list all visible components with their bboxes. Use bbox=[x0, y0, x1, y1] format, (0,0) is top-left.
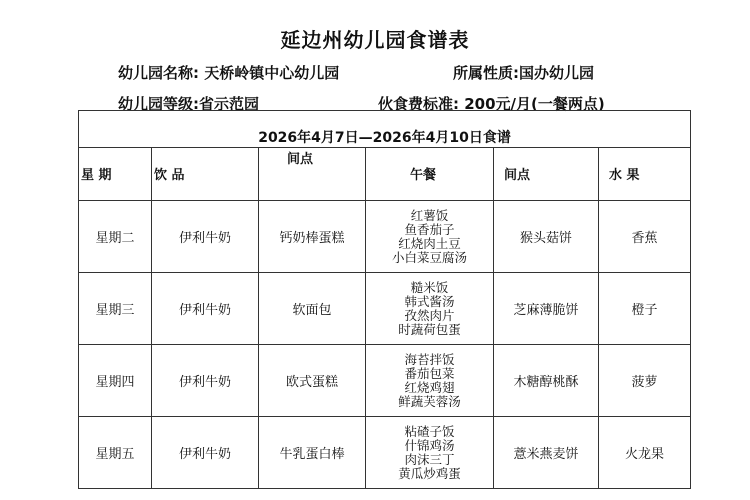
cell-fruit: 橙子 bbox=[599, 273, 691, 345]
lunch-item: 孜然肉片 bbox=[404, 307, 455, 323]
lunch-item: 肉沫三丁 bbox=[404, 451, 455, 467]
lunch-item: 时蔬荷包蛋 bbox=[398, 321, 461, 337]
header-lunch: 午餐 bbox=[366, 148, 494, 201]
table-row bbox=[79, 273, 691, 345]
header-morning-snack: 间点 bbox=[259, 148, 366, 201]
cell-lunch bbox=[366, 417, 494, 489]
cell-afternoon-snack: 猴头菇饼 bbox=[494, 201, 599, 273]
week-label-row bbox=[79, 111, 691, 148]
cell-afternoon-snack: 芝麻薄脆饼 bbox=[494, 273, 599, 345]
table-row bbox=[79, 417, 691, 489]
table-row bbox=[79, 345, 691, 417]
menu-table bbox=[78, 110, 691, 489]
lunch-item: 粘碴子饭 bbox=[404, 423, 455, 439]
lunch-item: 韩式酱汤 bbox=[404, 293, 455, 309]
kindergarten-nature: 所属性质:国办幼儿园 bbox=[453, 64, 594, 82]
lunch-item: 糙米饭 bbox=[410, 279, 449, 295]
lunch-item: 小白菜豆腐汤 bbox=[391, 249, 467, 265]
header-afternoon-snack: 间点 bbox=[494, 148, 599, 201]
cell-weekday: 星期三 bbox=[79, 273, 152, 345]
lunch-item: 鱼香茄子 bbox=[404, 221, 455, 237]
cell-weekday: 星期五 bbox=[79, 417, 152, 489]
lunch-item: 红薯饭 bbox=[410, 207, 449, 223]
cell-morning-snack: 牛乳蛋白棒 bbox=[259, 417, 366, 489]
cell-drink: 伊利牛奶 bbox=[152, 417, 259, 489]
cell-fruit: 菠萝 bbox=[599, 345, 691, 417]
lunch-item: 红烧鸡翅 bbox=[404, 379, 455, 395]
header-drink: 饮 品 bbox=[152, 148, 259, 201]
header-weekday: 星 期 bbox=[79, 148, 152, 201]
cell-afternoon-snack: 木糖醇桃酥 bbox=[494, 345, 599, 417]
kindergarten-level: 幼儿园等级:省示范园 bbox=[118, 95, 259, 113]
table-header-row bbox=[79, 148, 691, 201]
page-title: 延边州幼儿园食谱表 bbox=[280, 28, 470, 52]
kindergarten-name: 幼儿园名称: 天桥岭镇中心幼儿园 bbox=[118, 64, 340, 82]
lunch-item: 番茄包菜 bbox=[404, 365, 455, 381]
cell-afternoon-snack: 薏米燕麦饼 bbox=[494, 417, 599, 489]
table-row bbox=[79, 201, 691, 273]
cell-weekday: 星期四 bbox=[79, 345, 152, 417]
cell-drink: 伊利牛奶 bbox=[152, 201, 259, 273]
cell-lunch bbox=[366, 345, 494, 417]
meal-fee-standard: 伙食费标准: 200元/月(一餐两点) bbox=[378, 95, 605, 113]
cell-lunch bbox=[366, 273, 494, 345]
cell-drink: 伊利牛奶 bbox=[152, 345, 259, 417]
cell-morning-snack: 钙奶棒蛋糕 bbox=[259, 201, 366, 273]
header-fruit: 水 果 bbox=[599, 148, 691, 201]
lunch-item: 红烧肉土豆 bbox=[398, 235, 461, 251]
lunch-item: 海苔拌饭 bbox=[404, 351, 455, 367]
cell-weekday: 星期二 bbox=[79, 201, 152, 273]
cell-morning-snack: 软面包 bbox=[259, 273, 366, 345]
cell-fruit: 香蕉 bbox=[599, 201, 691, 273]
cell-fruit: 火龙果 bbox=[599, 417, 691, 489]
week-label: 2026年4月7日—2026年4月10日食谱 bbox=[79, 111, 691, 148]
cell-lunch bbox=[366, 201, 494, 273]
lunch-item: 什锦鸡汤 bbox=[404, 437, 455, 453]
lunch-item: 黄瓜炒鸡蛋 bbox=[398, 465, 461, 481]
lunch-item: 鲜蔬芙蓉汤 bbox=[398, 393, 461, 409]
cell-drink: 伊利牛奶 bbox=[152, 273, 259, 345]
cell-morning-snack: 欧式蛋糕 bbox=[259, 345, 366, 417]
